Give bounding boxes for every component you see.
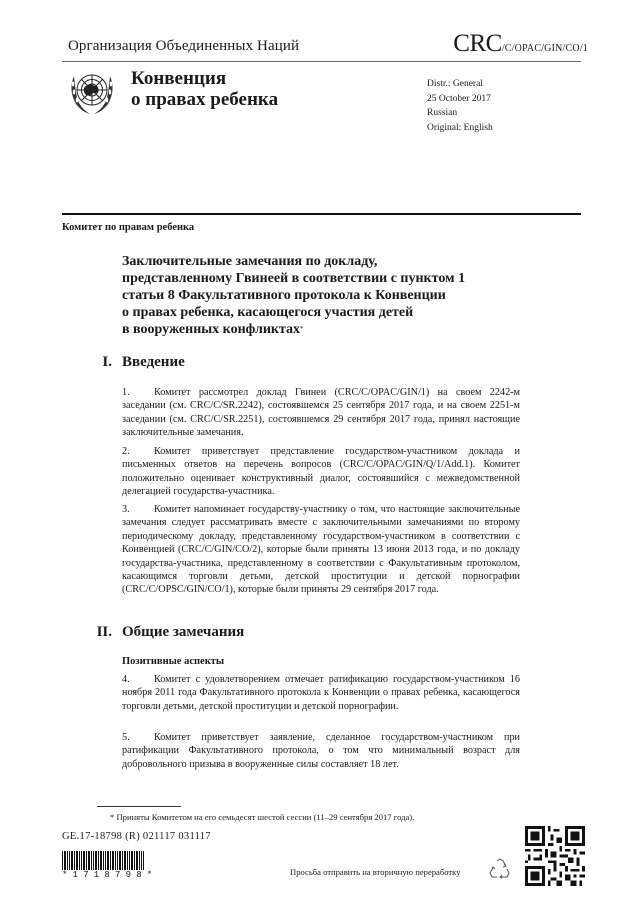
paragraph-2 (122, 445, 520, 499)
committee-name: Комитет по правам ребенка (62, 222, 195, 233)
paragraph-text: Комитет приветствует заявление, сделанное государством-участником при ратификации Факультативного протокола, о том что минимальный возраст для добровольного призыва в вооруженные силы составляет 18 лет. (122, 732, 520, 770)
paragraph-text: Комитет приветствует представление государством-участником доклада и письменных ответов на перечень вопросов (CRC/C/OPAC/GIN/Q/1/Add.1). Комитет положительно оценивает конструктивный диалог, состоявшийся с межведомственной делегацией государства-участника. (122, 446, 520, 498)
recycle-notice: Просьба отправить на вторичную переработку (290, 867, 461, 877)
paragraph-3 (122, 503, 520, 597)
paragraph-text: Комитет рассмотрел доклад Гвинеи (CRC/C/OPAC/GIN/1) на своем 2242-м заседании (см. CRC/C/SR.2242), состоявшемся 25 сентября 2017 года, и на своем 2251-м заседании (см. CRC/C/SR.2251), состоявшемся 29 сентября 2017 года, принял настоящие заключительные замечания. (122, 387, 520, 439)
paragraph-number: 4. (122, 674, 130, 685)
barcode-number: *1718798* (62, 870, 158, 880)
document-symbol (453, 30, 588, 58)
paragraph-text: Комитет с удовлетворением отмечает ратификацию государством-участником 16 ноября 2011 года Факультативного протокола к Конвенции о правах ребенка, касающегося торговли детьми, детской проституции и детской порнографии. (122, 674, 520, 712)
distribution-block (427, 77, 493, 135)
paragraph-1 (122, 386, 520, 440)
paragraph-number: 2. (122, 446, 130, 457)
header-rule (62, 61, 581, 62)
distribution-original: Original: English (427, 122, 493, 133)
paragraph-number: 3. (122, 504, 130, 515)
organization-name: Организация Объединенных Наций (68, 38, 300, 54)
distribution-language: Russian (427, 108, 458, 118)
title-line: Заключительные замечания по докладу, (122, 254, 378, 269)
section-heading-introduction (84, 354, 185, 371)
symbol-main: CRC (453, 30, 502, 57)
paragraph-number: 5. (122, 732, 130, 743)
convention-line-2: о правах ребенка (131, 89, 279, 110)
footnote: * Приняты Комитетом на его семьдесят шестой сессии (11–29 сентября 2017 года). (110, 812, 415, 822)
paragraph-text: Комитет напоминает государству-участнику о том, что настоящие заключительные замечания следует рассматривать вместе с заключительными замечаниями по второму периодическому докладу, представленному государством-участником в соответствии с Конвенцией (CRC/C/GIN/CO/2), которые были приняты 13 июня 2013 года, и по докладу государства-участника, представленному в соответствии с Факультативным протоколом, касающимся торговли детьми, детской проституции и детской порнографии (CRC/C/OPSC/GIN/CO/1), которые были приняты 29 сентября 2017 года. (122, 504, 520, 596)
footnote-mark[interactable]: * (300, 325, 304, 333)
section-title: Общие замечания (122, 624, 245, 640)
convention-title (131, 68, 278, 110)
barcode-icon (62, 851, 144, 870)
footnote-rule (97, 806, 181, 807)
section-number: II. (96, 624, 112, 640)
paragraph-number: 1. (122, 387, 130, 398)
symbol-sub: /C/OPAC/GIN/CO/1 (501, 43, 588, 54)
qr-code-icon (525, 826, 585, 886)
section-number: I. (102, 354, 112, 370)
section-title: Введение (122, 354, 185, 370)
title-line: в вооруженных конфликтах (122, 322, 301, 337)
title-line: статьи 8 Факультативного протокола к Конвенции (122, 288, 446, 303)
document-title (122, 253, 542, 338)
paragraph-5 (122, 731, 520, 771)
un-emblem-icon (64, 66, 120, 118)
section-heading-general-observations (84, 624, 244, 641)
subheading-positive-aspects: Позитивные аспекты (122, 656, 225, 667)
paragraph-4 (122, 673, 520, 713)
document-code: GE.17-18798 (R) 021117 031117 (62, 831, 211, 842)
recycle-icon (488, 857, 512, 881)
convention-line-1: Конвенция (131, 68, 227, 89)
distribution-status: Distr.: General (427, 79, 483, 89)
distribution-date: 25 October 2017 (427, 93, 491, 104)
title-line: представленному Гвинеей в соответствии с пунктом 1 (122, 271, 466, 286)
section-rule (62, 213, 581, 215)
title-line: о правах ребенка, касающегося участия детей (122, 305, 414, 320)
